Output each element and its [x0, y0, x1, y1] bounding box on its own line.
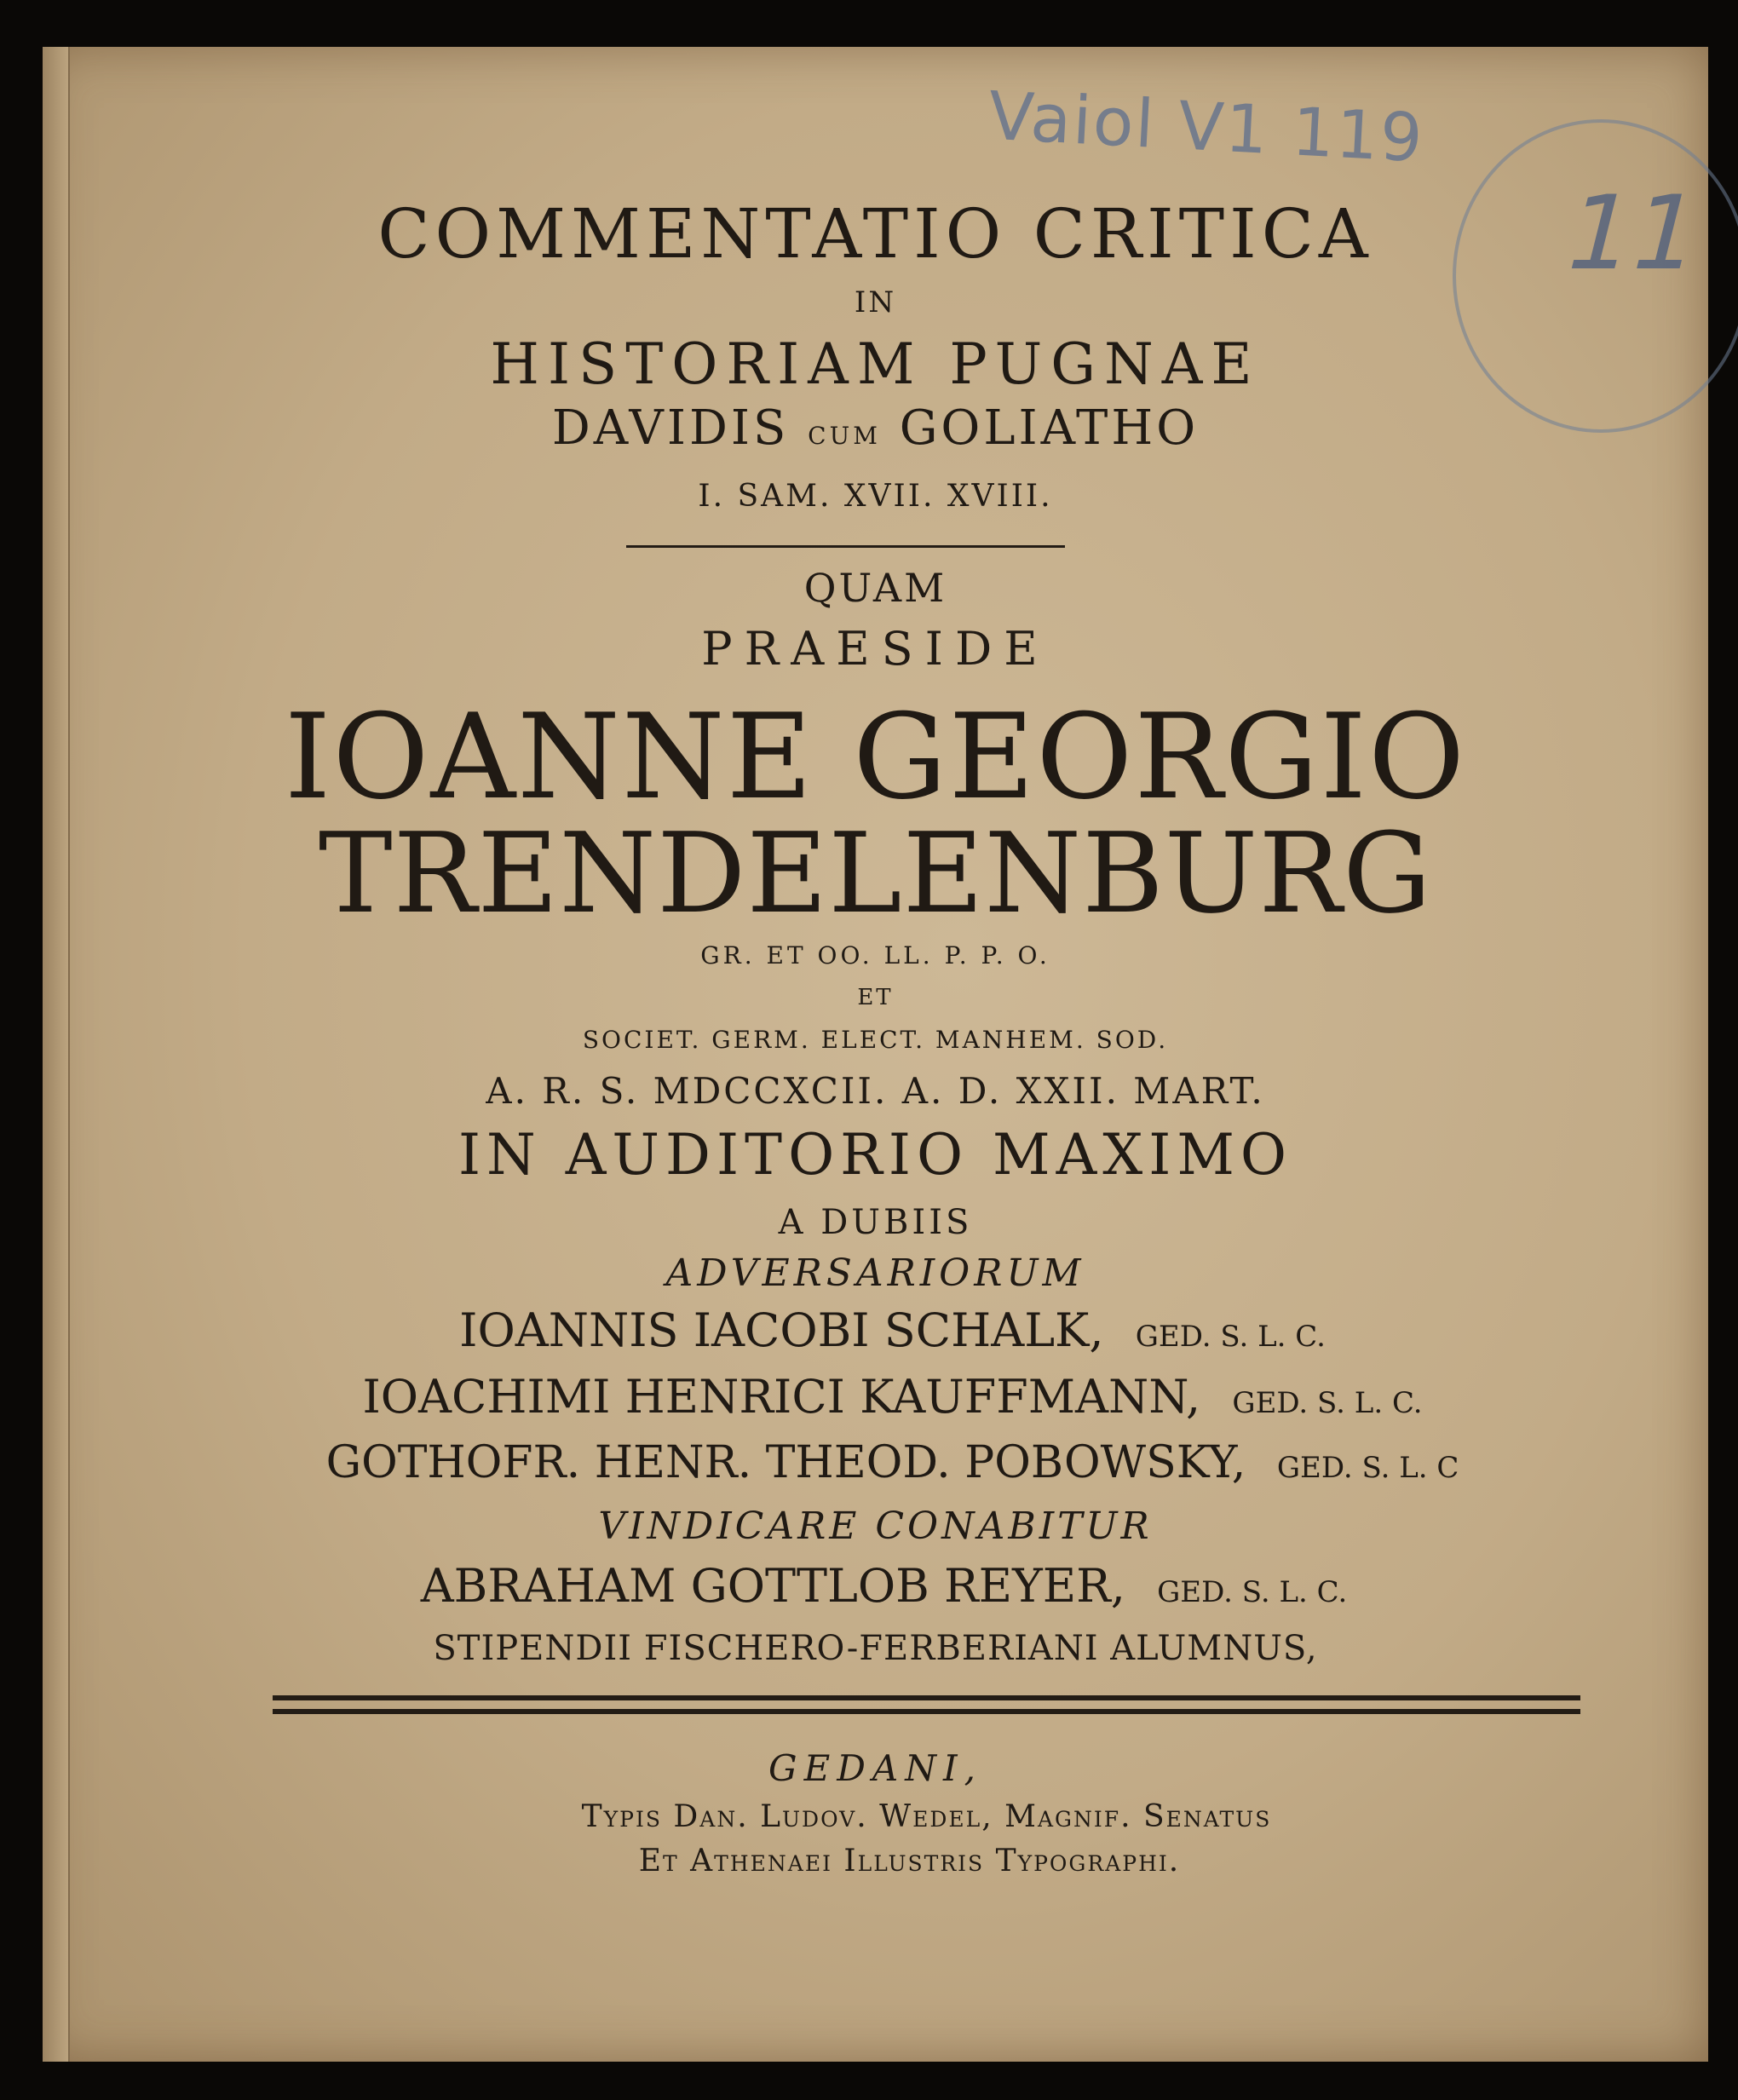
a-dubiis-line: A DUBIIS: [778, 1203, 973, 1242]
opponent-1-name: IOANNIS IACOBI SCHALK,: [459, 1303, 1104, 1357]
opponent-2: [43, 1370, 1708, 1424]
handwritten-number: 11: [1552, 175, 1713, 293]
double-rule-bottom: [273, 1709, 1580, 1714]
respondent: [43, 1559, 1708, 1613]
praeside-label: PRAESIDE: [701, 622, 1050, 676]
double-rule-top: [273, 1695, 1580, 1700]
vindicare-line: VINDICARE CONABITUR: [598, 1505, 1153, 1548]
imprint-line-2: Et Athenaei Illustris Typographi.: [638, 1844, 1181, 1878]
et-label: ET: [857, 985, 894, 1010]
opponent-3: [43, 1437, 1708, 1488]
opponent-2-suffix: GED. S. L. C.: [1232, 1386, 1423, 1420]
title-cum: cum: [808, 413, 881, 452]
title-line-1: COMMENTATIO CRITICA: [377, 194, 1373, 273]
title-line-3: HISTORIAM PUGNAE: [490, 331, 1261, 397]
date-line: A. R. S. MDCCXCII. A. D. XXII. MART.: [486, 1070, 1265, 1112]
opponent-1: [43, 1303, 1708, 1357]
respondent-name: ABRAHAM GOTTLOB REYER,: [420, 1559, 1125, 1613]
praeses-name-1: IOANNE GEORGIO: [284, 688, 1467, 826]
respondent-suffix: GED. S. L. C.: [1157, 1575, 1348, 1609]
opponent-2-name: IOACHIMI HENRICI KAUFFMANN,: [362, 1370, 1201, 1424]
imprint-city: GEDANI,: [768, 1747, 982, 1789]
handwritten-shelfmark: Vaiol V1 119: [986, 78, 1426, 178]
title-davidis: DAVIDIS: [551, 400, 790, 456]
opponent-3-suffix: GED. S. L. C: [1276, 1451, 1459, 1485]
title-page: [43, 47, 1713, 2062]
title-line-4: [43, 400, 1708, 456]
place-line: IN AUDITORIO MAXIMO: [458, 1122, 1293, 1188]
praeses-titles: GR. ET OO. LL. P. P. O.: [700, 941, 1050, 969]
title-goliatho: GOLIATHO: [899, 400, 1200, 456]
opponent-1-suffix: GED. S. L. C.: [1135, 1320, 1326, 1354]
title-line-2: IN: [854, 285, 897, 319]
divider-rule: [626, 545, 1065, 548]
title-line-5: I. SAM. XVII. XVIII.: [698, 479, 1053, 514]
adversariorum-line: ADVERSARIORUM: [665, 1251, 1085, 1295]
opponent-3-name: GOTHOFR. HENR. THEOD. POBOWSKY,: [325, 1437, 1246, 1488]
quam-label: QUAM: [803, 565, 947, 611]
stipendium-line: STIPENDII FISCHERO-FERBERIANI ALUMNUS,: [433, 1629, 1318, 1668]
praeses-name-2: TRENDELENBURG: [318, 808, 1433, 938]
imprint-line-1: Typis Dan. Ludov. Wedel, Magnif. Senatus: [581, 1799, 1272, 1834]
society-line: SOCIET. GERM. ELECT. MANHEM. SOD.: [582, 1026, 1169, 1054]
